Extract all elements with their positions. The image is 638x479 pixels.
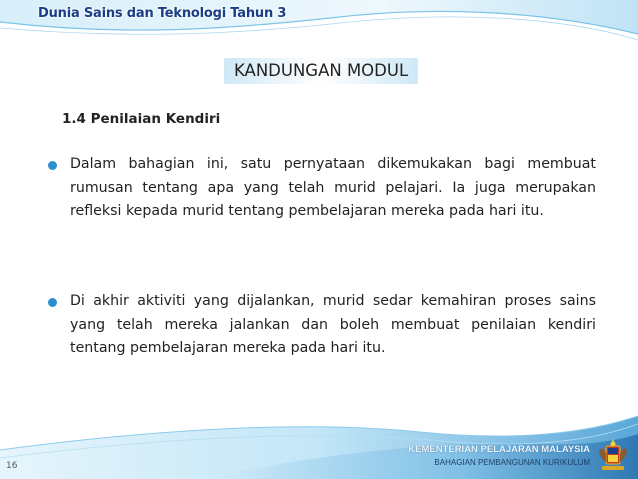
bullet-text: Di akhir aktiviti yang dijalankan, murid sedar kemahiran proses sains yang telah mereka jalankan dan boleh membuat penilaian kendiri tentang pembelajaran mereka pada hari itu. [70, 293, 596, 356]
section-heading: 1.4 Penilaian Kendiri [62, 111, 221, 127]
bullet-dot-icon [48, 161, 57, 170]
division-name: BAHAGIAN PEMBANGUNAN KURIKULUM [434, 458, 590, 467]
crest-logo-icon [596, 438, 630, 474]
bullet-dot-icon [48, 298, 57, 307]
bullet-item [48, 290, 596, 361]
bullet-item [48, 153, 596, 224]
ministry-name: KEMENTERIAN PELAJARAN MALAYSIA [408, 444, 590, 455]
module-title: KANDUNGAN MODUL [224, 58, 418, 84]
header-title: Dunia Sains dan Teknologi Tahun 3 [38, 6, 287, 21]
page-number: 16 [6, 461, 18, 471]
bullet-text: Dalam bahagian ini, satu pernyataan dikemukakan bagi membuat rumusan tentang apa yang telah murid pelajari. Ia juga merupakan refleksi kepada murid tentang pembelajaran mereka pada hari itu. [70, 156, 596, 219]
